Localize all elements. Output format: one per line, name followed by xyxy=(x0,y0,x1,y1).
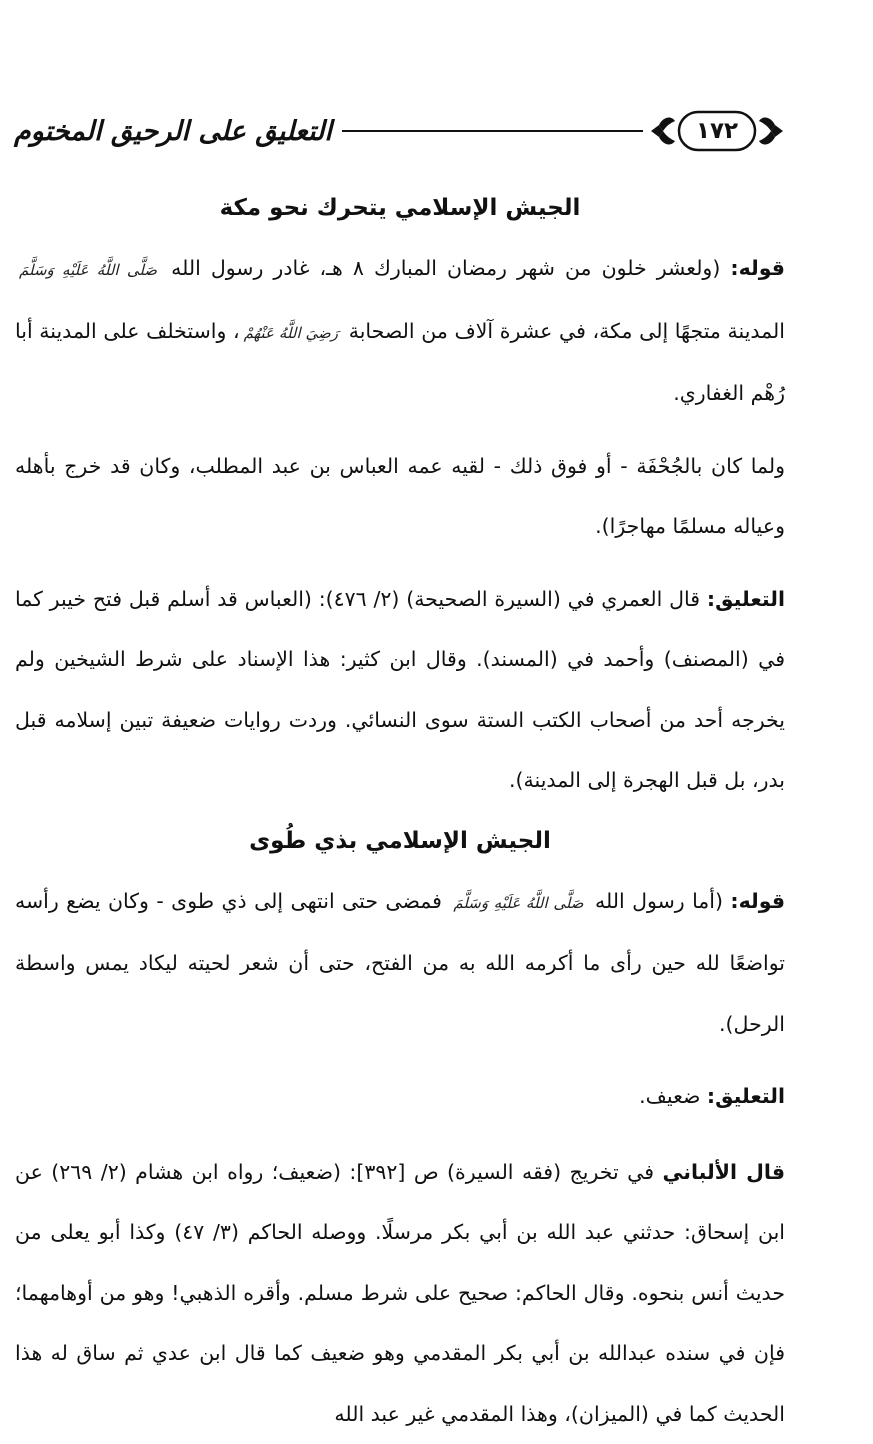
honorific-calligraphy: صَلَّى اللَّهُ عَلَيْهِ وَسَلَّمَ xyxy=(449,894,587,912)
commentary-text: قال العمري في (السيرة الصحيحة) (٢/ ٤٧٦): (العباس قد أسلم قبل فتح خيبر كما في (المصنف) وأحمد في (المسند). وقال ابن كثير: هذا الإسناد على شرط الشيخين ولم يخرجه أحد من أصحاب الكتب الستة سوى النسائي. وردت روايات ضعيفة تبين إسلامه قبل بدر، بل قبل الهجرة إلى المدينة). xyxy=(15,587,785,793)
page-number: ١٧٢ xyxy=(696,118,738,144)
section-heading-2: الجيش الإسلامي بذي طُوى xyxy=(15,811,785,871)
commentary-text: ضعيف. xyxy=(639,1084,700,1108)
paragraph-quote-1 xyxy=(15,238,785,424)
commentary-label: التعليق: xyxy=(707,587,785,611)
section-heading-1: الجيش الإسلامي يتحرك نحو مكة xyxy=(15,178,785,238)
header-rule xyxy=(342,130,643,132)
paragraph-quote-continued: ولما كان بالجُحْفَة - أو فوق ذلك - لقيه عمه العباس بن عبد المطلب، وكان قد خرج بأهله وعياله مسلمًا مهاجرًا). xyxy=(15,436,785,557)
paragraph-commentary-1 xyxy=(15,569,785,811)
paragraph-quote-2 xyxy=(15,871,785,1055)
paragraph-albani xyxy=(15,1142,785,1444)
albani-text: في تخريج (فقه السيرة) ص [٣٩٢]: (ضعيف؛ رواه ابن هشام (٢/ ٢٦٩) عن ابن إسحاق: حدثني عبد الله بن أبي بكر مرسلًا. ووصله الحاكم (٣/ ٤٧) وكذا أبو يعلى من حديث أنس بنحوه. وقال الحاكم: صحيح على شرط مسلم. وأقره الذهبي! وهو من أوهامهما؛ فإن في سنده عبدالله بن أبي بكر المقدمي وهو ضعيف كما قال ابن عدي ثم ساق له هذا الحديث كما في (الميزان)، وهذا المقدمي غير عبد الله xyxy=(15,1160,785,1426)
quote-text: (أما رسول الله xyxy=(595,889,723,913)
running-header xyxy=(14,95,785,167)
albani-label: قال الألباني xyxy=(663,1160,785,1184)
quote-text: المدينة متجهًا إلى مكة، في عشرة آلاف من الصحابة xyxy=(349,319,785,343)
quote-label: قوله: xyxy=(730,256,785,280)
honorific-calligraphy: رَضِيَ اللَّهُ عَنْهُمْ xyxy=(240,324,342,342)
page-number-badge xyxy=(649,101,785,161)
honorific-calligraphy: صَلَّى اللَّهُ عَلَيْهِ وَسَلَّمَ xyxy=(15,261,161,279)
quote-text: ، واستخلف على المدينة أبا رُهْم الغفاري. xyxy=(15,319,785,406)
quote-label: قوله: xyxy=(730,889,785,913)
quote-text: فمضى حتى انتهى إلى ذي طوى - وكان يضع رأسه تواضعًا لله حين رأى ما أكرمه الله به من الفتح، حتى أن شعر لحيته ليكاد يمس واسطة الرحل). xyxy=(15,889,785,1036)
running-title: التعليق على الرحيق المختوم xyxy=(14,116,332,147)
quote-text: (ولعشر خلون من شهر رمضان المبارك ٨ هـ، غادر رسول الله xyxy=(171,256,720,280)
page-body xyxy=(15,178,785,1444)
paragraph-commentary-2 xyxy=(15,1066,785,1127)
commentary-label: التعليق: xyxy=(707,1084,785,1108)
